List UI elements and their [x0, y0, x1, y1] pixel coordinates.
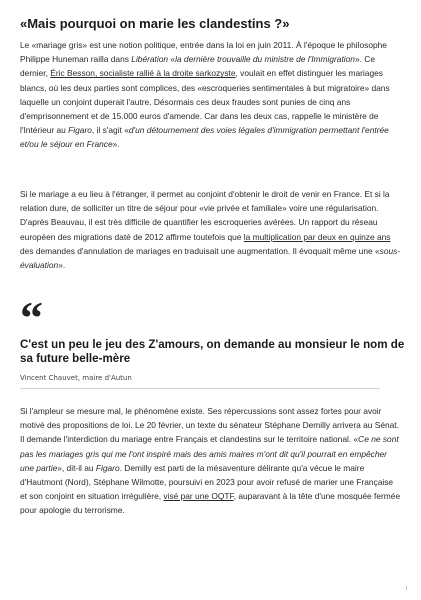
page-edge-mark — [406, 586, 407, 590]
link-eric-besson[interactable]: Éric Besson, socialiste rallié à la droite sarkozyste — [50, 68, 236, 79]
quote-mark-icon: “ — [20, 292, 43, 343]
quote-attribution: Vincent Chauvet, maire d'Autun — [20, 374, 132, 382]
link-multiplication[interactable]: la multiplication par deux en quinze ans — [243, 231, 391, 242]
paragraph-intro — [20, 38, 402, 152]
text-run: « — [168, 54, 176, 65]
text-run: », dit-il au — [57, 462, 96, 473]
text-run: , il s'agit « — [91, 125, 129, 136]
section-heading: «Mais pourquoi on marie les clandestins ?» — [20, 16, 290, 31]
link-oqtf[interactable]: visé par une OQTF — [163, 491, 234, 502]
quote-text: Ce ne sont pas les mariages gris qui me l'ont inspiré mais des amis maires m'ont dit qu'il pourrait en empêcher une partie — [20, 434, 399, 473]
quote-text: sous-évaluation — [20, 245, 401, 271]
text-run: Si l'ampleur se mesure mal, le phénomène existe. Ses répercussions sont assez fortes pour avoir motivé des propositions de loi. Le 20 février, un texte du sénateur Stéphane Demilly arrivera au Sénat. Il demande l'interdiction du mariage entre Français et clandestins sur le territoire national. « — [20, 406, 399, 445]
text-run: Si le mariage a eu lieu à l'étranger, il permet au conjoint d'obtenir le droit de venir en France. Et si la relation dure, de solliciter un titre de séjour pour «vie privée et familiale» voire une régularisation. D'après Beauvau, il est très difficile de quantifier les escroqueries avérées. Un rapport du réseau européen des migrations daté de 2012 affirme toutefois que — [20, 189, 390, 242]
quote-text: d'un détournement des voies légales d'immigration permettant l'entrée et/ou le séjour en France — [20, 125, 389, 150]
newspaper-name: Libération — [131, 54, 169, 65]
pull-quote: C'est un peu le jeu des Z'amours, on demande au monsieur le nom de sa future belle-mère — [20, 338, 405, 365]
divider — [20, 388, 380, 389]
text-run: , voulait en effet distinguer les mariages blancs, où les deux parties sont complices, des «escroqueries sentimentales à but migratoire» dans laquelle un conjoint duperait l'autre. Désormais ces deux fraudes sont punies de cinq ans d'emprisonnement et de 15.000 euros d'amende. Car dans les deux cas, rappelle le ministère de l'Intérieur au — [20, 68, 390, 136]
quote-text: la dernière trouvaille du ministre de l'Immigration — [175, 54, 355, 65]
text-run: ». — [112, 139, 120, 150]
paragraph-abroad — [20, 187, 402, 272]
text-run: ». — [58, 260, 66, 271]
text-run: . Demilly est parti de la mésaventure délirante qu'a vécue le maire d'Hautmont (Nord), Stéphane Wilmotte, poursuivi en 2023 pour avoir refusé de marier une Française et son conjoint en situation irrégulière, — [20, 462, 394, 502]
text-run: Le «mariage gris» est une notion politique, entrée dans la loi en juin 2011. À l'époque le philosophe Philippe Huneman railla dans — [20, 40, 387, 65]
text-run: , auparavant à la tête d'une mosquée fermée pour apologie du terrorisme. — [20, 491, 401, 516]
text-run: des demandes d'annulation de mariages en traduisait une augmentation. Il évoquait même une « — [20, 245, 380, 256]
paragraph-law-proposal — [20, 404, 402, 518]
newspaper-name: Figaro — [95, 462, 120, 473]
text-run: ». Ce dernier, — [20, 54, 375, 79]
newspaper-name: Figaro — [68, 125, 92, 136]
